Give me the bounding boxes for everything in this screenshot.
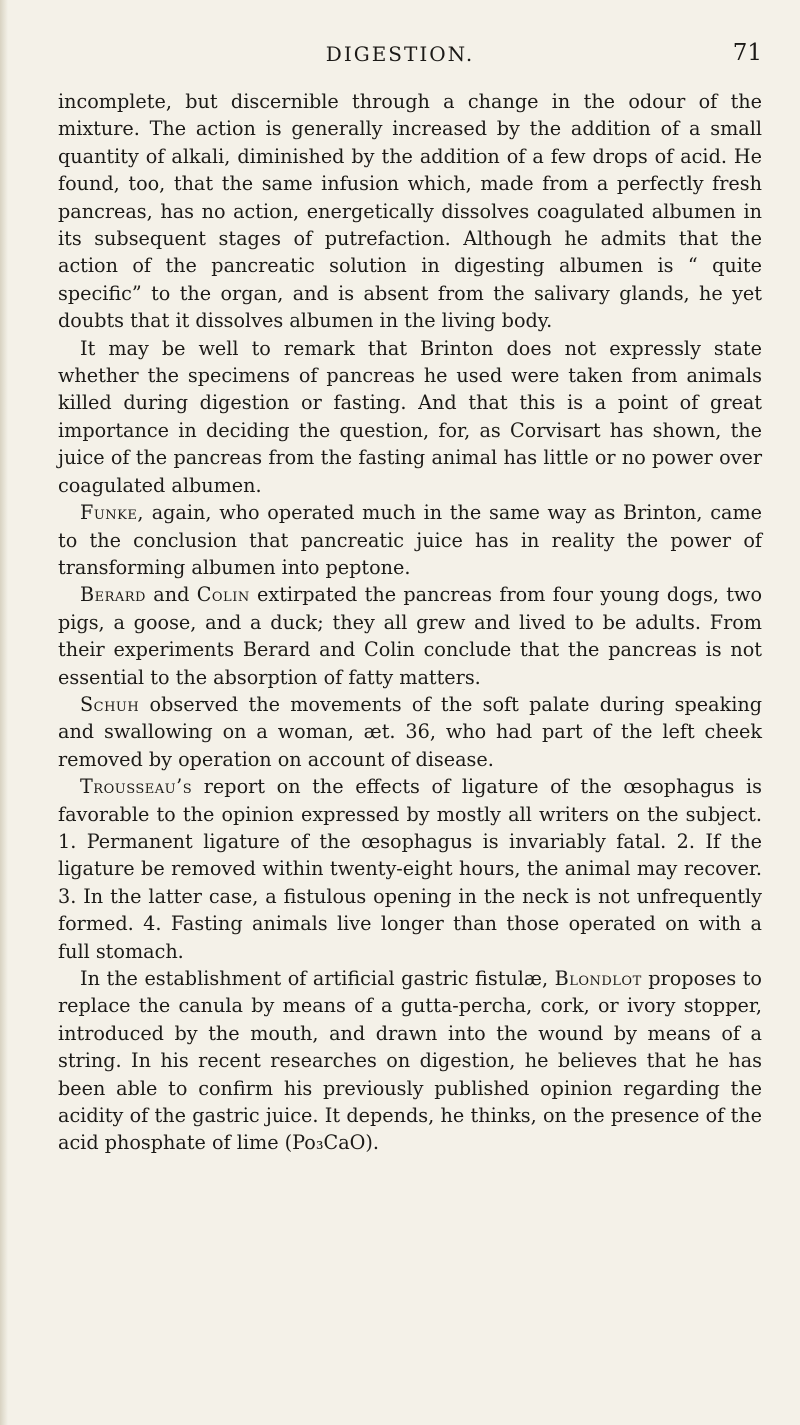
author-name-colin: Colin: [196, 583, 250, 607]
paragraph-1: [58, 88, 762, 335]
author-name-schuh: Schuh: [80, 692, 140, 716]
page-number: 71: [732, 40, 762, 66]
paragraph-6: [58, 773, 762, 965]
author-name-funke: Funke,: [80, 501, 144, 525]
paragraph-5-text: observed the movements of the soft palate during speaking and swallowing on a woman, æt. 36, who had part of the left cheek removed by operation on account of disease.: [58, 692, 762, 771]
author-name-berard: Berard: [80, 583, 146, 607]
page-binding-edge: [0, 0, 8, 1425]
paragraph-7-lead: In the establishment of artificial gastric fistulæ,: [80, 967, 555, 990]
paragraph-5: [58, 691, 762, 773]
paragraph-4-text: extirpated the pancreas from four young dogs, two pigs, a goose, and a duck; they all grew and lived to be adults. From their experiments Berard and Colin conclude that the pancreas is not essential to the absorption of fatty matters.: [58, 583, 762, 689]
paragraph-2-text: It may be well to remark that Brinton does not expressly state whether the specimens of pancreas he used were taken from animals killed during digestion or fasting. And that this is a point of great importance in deciding the question, for, as Corvisart has shown, the juice of the pancreas from the fasting animal has little or no power over coagulated albumen.: [58, 336, 762, 497]
author-name-trousseau: Trousseau’s: [80, 775, 193, 799]
paragraph-7-text: proposes to replace the canula by means of a gutta-percha, cork, or ivory stopper, introduced by the mouth, and drawn into the wound by means of a string. In his recent researches on digestion, he believes that he has been able to confirm his previously published opinion regarding the acidity of the gastric juice. It depends, he thinks, on the presence of the acid phosphate of lime (Po₃CaO).: [58, 967, 762, 1155]
author-name-blondlot: Blondlot: [554, 967, 642, 990]
body-text: [58, 88, 762, 1157]
paragraph-7: [58, 965, 762, 1157]
page-header: [0, 40, 800, 80]
paragraph-1-text: incomplete, but discernible through a change in the odour of the mixture. The action is generally increased by the addition of a small quantity of alkali, diminished by the addition of a few drops of acid. He found, too, that the same infusion which, made from a perfectly fresh pancreas, has no action, energetically dissolves coagulated albumen in its subsequent stages of putrefaction. Although he admits that the action of the pancreatic solution in digesting albumen is “ quite specific” to the organ, and is absent from the salivary glands, he yet doubts that it dissolves albumen in the living body.: [58, 90, 762, 333]
paragraph-3: [58, 499, 762, 581]
paragraph-2: [58, 335, 762, 499]
paragraph-3-text: again, who operated much in the same way as Brinton, came to the conclusion that pancreatic juice has in reality the power of transforming albumen into peptone.: [58, 501, 762, 579]
running-title: DIGESTION.: [325, 42, 475, 66]
paragraph-4: [58, 581, 762, 691]
paragraph-4-conjunction: and: [145, 583, 197, 607]
paragraph-6-text: report on the effects of ligature of the œsophagus is favorable to the opinion expressed by mostly all writers on the subject. 1. Permanent ligature of the œsophagus is invariably fatal. 2. If the ligature be removed within twenty-eight hours, the animal may recover. 3. In the latter case, a fistulous opening in the neck is not unfrequently formed. 4. Fasting animals live longer than those operated on with a full stomach.: [58, 775, 762, 963]
